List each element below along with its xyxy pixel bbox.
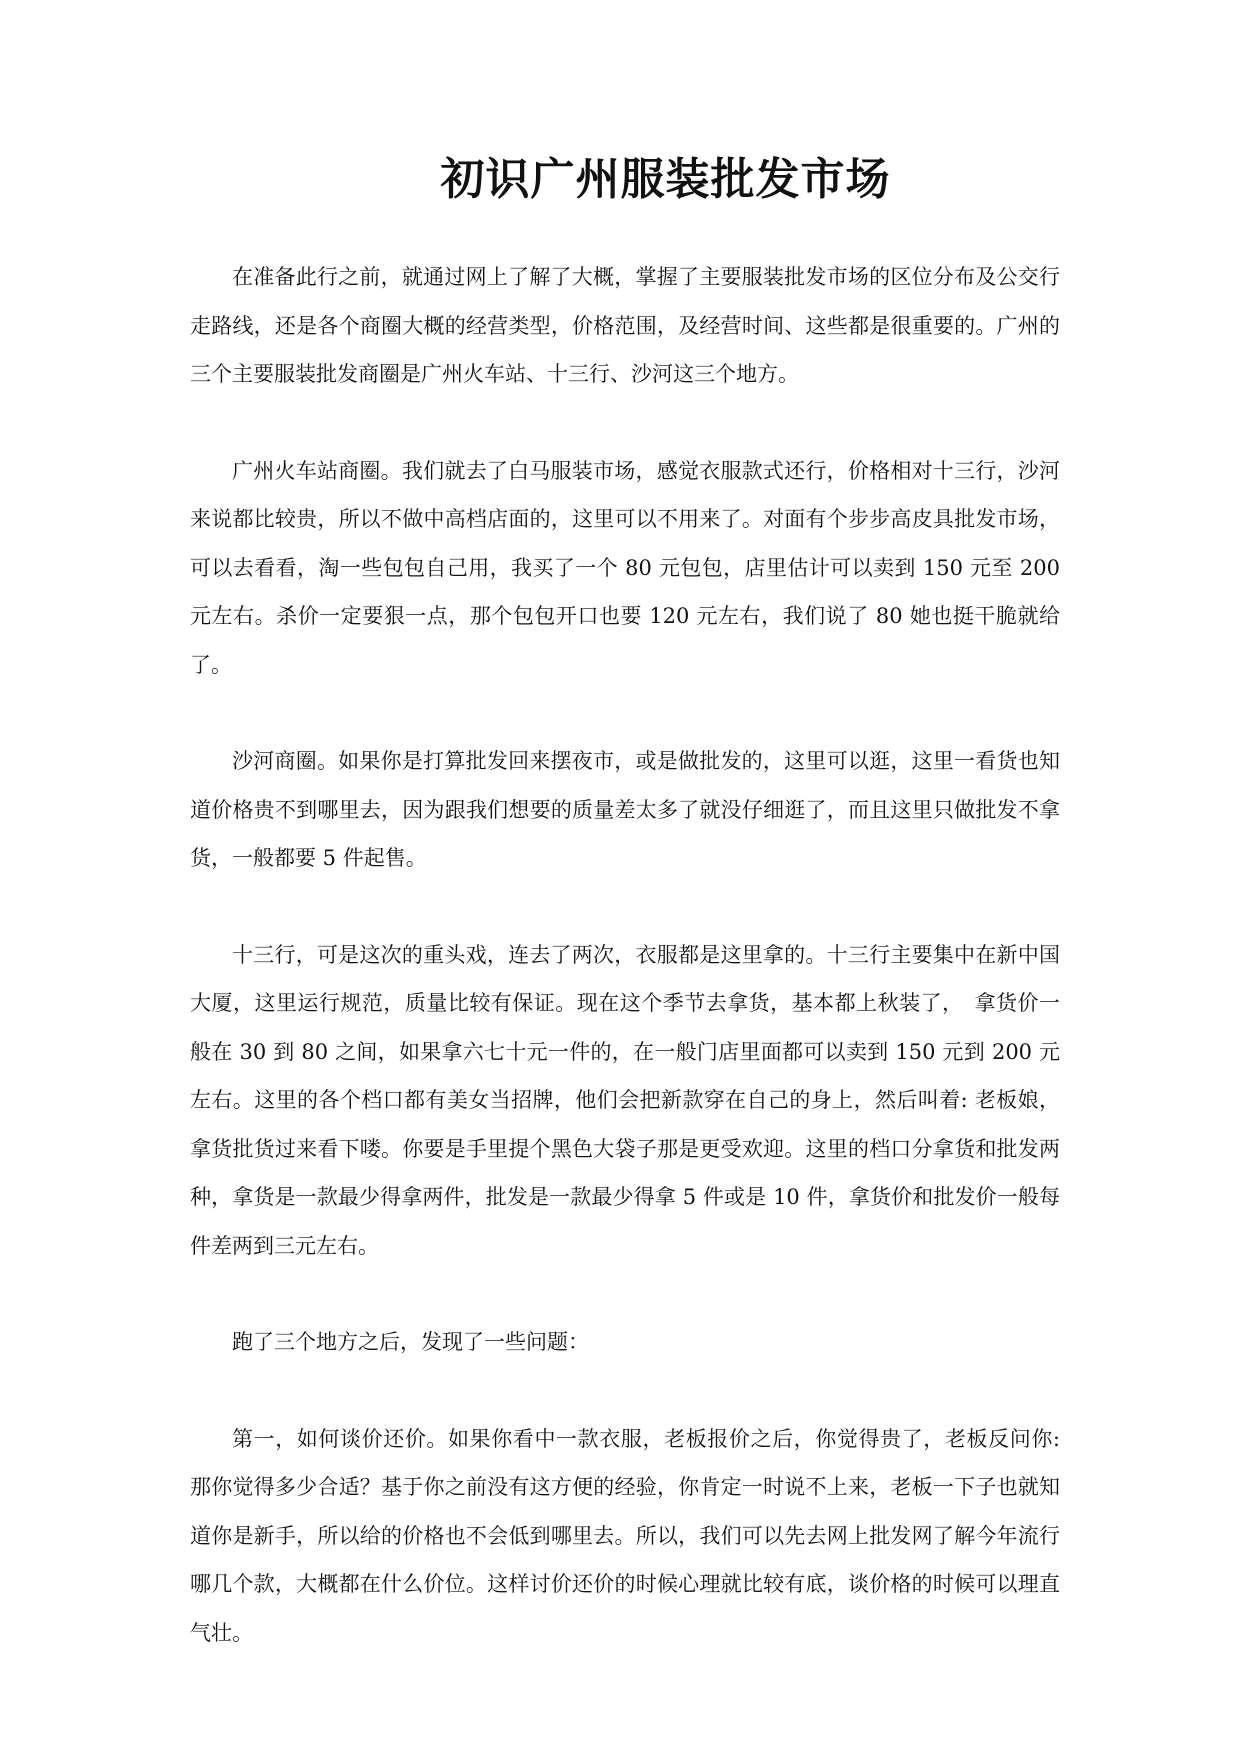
paragraph-problems-intro: 跑了三个地方之后，发现了一些问题： (232, 1330, 589, 1354)
paragraph-shahe: 沙河商圈。如果你是打算批发回来摆夜市，或是做批发的，这里可以逛，这里一看货也知道价格贵不到哪里去，因为跟我们想要的质量差太多了就没仔细逛了，而且这里只做批发不拿货，一般都要 5 件起售。 (190, 749, 1060, 870)
paragraph-intro: 在准备此行之前，就通过网上了解了大概，掌握了主要服装批发市场的区位分布及公交行走路线，还是各个商圈大概的经营类型，价格范围，及经营时间、这些都是很重要的。广州的三个主要服装批发商圈是广州火车站、十三行、沙河这三个地方。 (190, 265, 1060, 386)
paragraph-shisanhang: 十三行，可是这次的重头戏，连去了两次，衣服都是这里拿的。十三行主要集中在新中国大厦，这里运行规范，质量比较有保证。现在这个季节去拿货，基本都上秋装了， 拿货价一般在 30 到 80 之间，如果拿六七十元一件的，在一般门店里面都可以卖到 150 元到 200 元左右。这里的各个档口都有美女当招牌，他们会把新款穿在自己的身上，然后叫着: 老板娘，拿货批货过来看下喽。你要是手里提个黑色大袋子那是更受欢迎。这里的档口分拿货和批发两种，拿货是一款最少得拿两件，批发是一款最少得拿 5 件或是 10 件，拿货价和批发价一般每件差两到三元左右。 (190, 942, 1060, 1258)
document-body (190, 253, 1060, 1705)
document-title: 初识广州服装批发市场 (440, 154, 891, 205)
paragraph-bargaining: 第一，如何谈价还价。如果你看中一款衣服，老板报价之后，你觉得贵了，老板反问你: 那你觉得多少合适？基于你之前没有这方便的经验，你肯定一时说不上来，老板一下子也就知道你是新手，所以给的价格也不会低到哪里去。所以，我们可以先去网上批发网了解今年流行哪几个款，大概都在什么价位。这样讨价还价的时候心理就比较有底，谈价格的时候可以理直气壮。 (190, 1426, 1060, 1645)
paragraph-guangzhou-station: 广州火车站商圈。我们就去了白马服装市场，感觉衣服款式还行，价格相对十三行，沙河来说都比较贵，所以不做中高档店面的，这里可以不用来了。对面有个步步高皮具批发市场，可以去看看，淘一些包包自己用，我买了一个 80 元包包，店里估计可以卖到 150 元至 200 元左右。杀价一定要狠一点，那个包包开口也要 120 元左右，我们说了 80 她也挺干脆就给了。 (190, 458, 1060, 677)
